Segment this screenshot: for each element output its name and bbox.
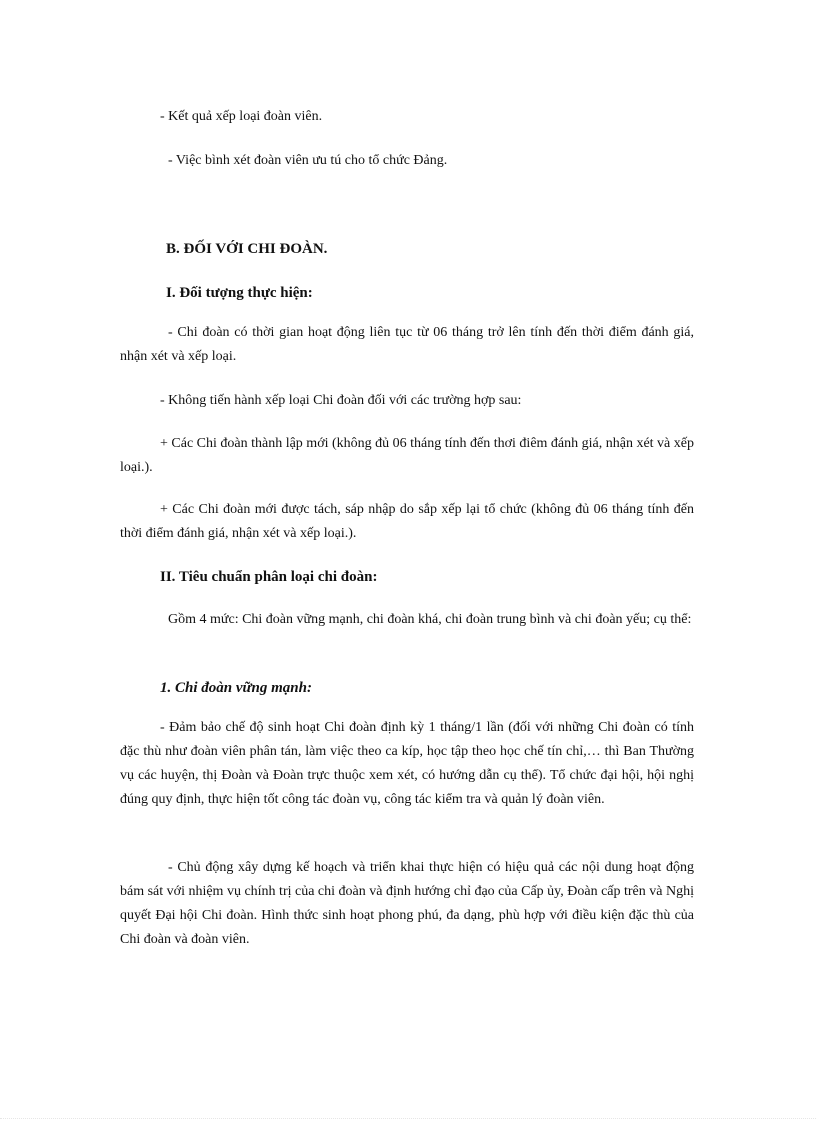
section-heading-1: 1. Chi đoàn vững mạnh:: [160, 680, 312, 696]
paragraph-chi-doan-thanh-lap-moi: + Các Chi đoàn thành lập mới (không đủ 06 tháng tính đến thơi điêm đánh giá, nhận xét và xếp loại.).: [120, 436, 694, 475]
page-bottom-divider: [0, 1118, 816, 1119]
section-heading-ii: II. Tiêu chuẩn phân loại chi đoàn:: [160, 569, 378, 585]
paragraph-chi-doan-tach-sap-nhap: + Các Chi đoàn mới được tách, sáp nhập do sắp xếp lại tổ chức (không đủ 06 tháng tính đến thời điểm đánh giá, nhận xét và xếp loại.).: [120, 502, 694, 541]
paragraph-doi-tuong: - Chi đoàn có thời gian hoạt động liên tục từ 06 tháng trở lên tính đến thời điểm đánh giá, nhận xét và xếp loại.: [120, 325, 694, 364]
paragraph-binh-xet-doan-vien: - Việc bình xét đoàn viên ưu tú cho tổ chức Đảng.: [168, 153, 448, 168]
section-heading-i: I. Đối tượng thực hiện:: [166, 285, 313, 301]
paragraph-gom-4-muc: Gồm 4 mức: Chi đoàn vững mạnh, chi đoàn khá, chi đoàn trung bình và chi đoàn yếu; cụ thể:: [168, 612, 692, 627]
paragraph-khong-xep-loai: - Không tiến hành xếp loại Chi đoàn đối với các trường hợp sau:: [160, 393, 522, 408]
paragraph-chu-dong-xay-dung: - Chủ động xây dựng kế hoạch và triển khai thực hiện có hiệu quả các nội dung hoạt động bám sát với nhiệm vụ chính trị của chi đoàn và định hướng chỉ đạo của Cấp ủy, Đoàn cấp trên và Nghị quyết Đại hội Chi đoàn. Hình thức sinh hoạt phong phú, đa dạng, phù hợp với điều kiện đặc thù của Chi đoàn và đoàn viên.: [120, 860, 694, 947]
section-heading-b: B. ĐỐI VỚI CHI ĐOÀN.: [166, 241, 328, 257]
paragraph-dam-bao-che-do: - Đảm bảo chế độ sinh hoạt Chi đoàn định kỳ 1 tháng/1 lần (đối với những Chi đoàn có tính đặc thù như đoàn viên phân tán, làm việc theo ca kíp, học tập theo học chế tín chỉ,… thì Ban Thường vụ các huyện, thị Đoàn và Đoàn trực thuộc xem xét, có hướng dẫn cụ thể). Tổ chức đại hội, hội nghị đúng quy định, thực hiện tốt công tác đoàn vụ, công tác kiểm tra và quản lý đoàn viên.: [120, 720, 694, 807]
paragraph-ket-qua-xep-loai: - Kết quả xếp loại đoàn viên.: [160, 109, 323, 124]
